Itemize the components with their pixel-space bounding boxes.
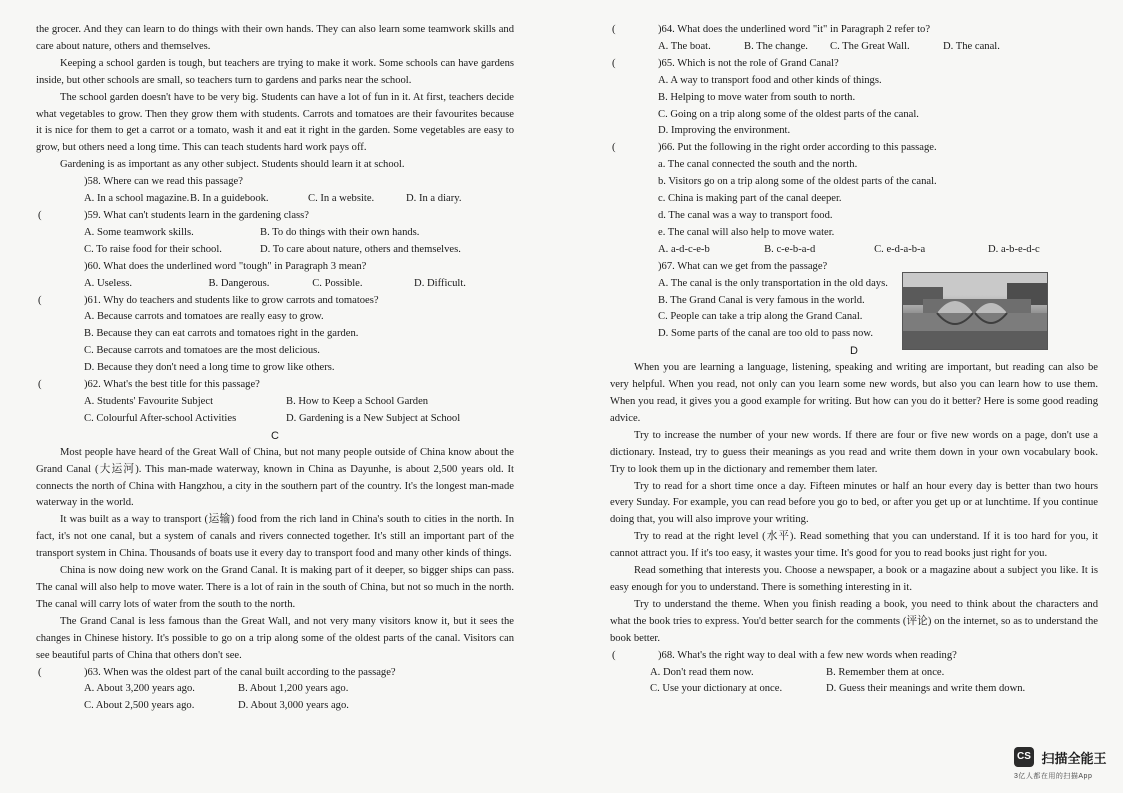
question-60 <box>36 259 514 276</box>
answer-bracket: ( <box>612 142 616 154</box>
question-stem: )60. What does the underlined word "tough" in Paragraph 3 mean? <box>84 260 367 272</box>
option-b: B. In a guidebook. <box>190 193 269 205</box>
order-item: b. Visitors go on a trip along some of the oldest parts of the canal. <box>658 176 937 188</box>
question-stem: )66. Put the following in the right order according to this passage. <box>658 142 937 154</box>
watermark-tagline: 3亿人都在用的扫描App <box>1014 773 1093 780</box>
option-a: A. Some teamwork skills. <box>84 226 194 238</box>
option-d: D. a-b-e-d-c <box>988 243 1040 255</box>
passage-b-paragraph: Gardening is as important as any other subject. Students should learn it at school. <box>60 159 405 171</box>
question-64 <box>610 22 1098 39</box>
answer-bracket: ( <box>38 379 42 391</box>
passage-c-paragraph: Most people have heard of the Great Wall of China, but not many people outside of China know about the Grand Canal (大运河). This man-made waterway, known in China as Dayunhe, is about 2,500 years old. It connects the north of China with Hangzhou, a city in the southern part of the country. It's the longest man-made waterway in the world. <box>36 446 514 509</box>
left-column <box>36 22 514 715</box>
question-stem: )58. Where can we read this passage? <box>84 176 243 188</box>
option-d: D. Improving the environment. <box>658 125 791 137</box>
option-c: C. Use your dictionary at once. <box>650 683 783 695</box>
option-c: C. Possible. <box>312 277 363 289</box>
option-d: D. In a diary. <box>406 193 462 205</box>
option-c: C. Colourful After-school Activities <box>84 412 237 424</box>
order-item: c. China is making part of the canal deeper. <box>658 193 842 205</box>
passage-c-paragraph: China is now doing new work on the Grand Canal. It is making part of it deeper, so bigger ships can pass. The canal will also help to move water. There is a lot of rain in the south of China, but not so much in the north. The canal will carry lots of water from the south to the north. <box>36 565 514 610</box>
option-d: D. Because they don't need a long time to grow like others. <box>84 362 335 374</box>
answer-bracket: ( <box>612 24 616 35</box>
option-c: C. Because carrots and tomatoes are the most delicious. <box>84 345 320 357</box>
passage-b-paragraph: The school garden doesn't have to be very big. Students can have a lot of fun in it. At first, teachers decide what vegetables to grow. Then they grow them with students. Carrots and tomatoes are their favourites because it is nice for them to get a carrot or a tomato, wash it and eat it right in the garden. Some vegetables are easy to grow, but others need a long time. This can teach students hard work pays off. <box>36 91 514 154</box>
question-stem: )61. Why do teachers and students like to grow carrots and tomatoes? <box>84 294 379 306</box>
bridge-illustration <box>903 273 1047 349</box>
question-66-items <box>610 157 1098 242</box>
question-62 <box>36 377 514 394</box>
question-stem: )64. What does the underlined word "it" in Paragraph 2 refer to? <box>658 24 931 35</box>
option-b: B. The Grand Canal is very famous in the world. <box>658 294 865 306</box>
option-a: A. About 3,200 years ago. <box>84 683 195 695</box>
question-60-options <box>36 276 514 293</box>
option-b: B. Because they can eat carrots and tomatoes right in the garden. <box>84 328 359 340</box>
question-68-options-ab <box>610 665 1098 682</box>
right-column <box>610 22 1098 698</box>
option-d: D. Gardening is a New Subject at School <box>286 412 461 424</box>
option-c: C. In a website. <box>308 193 375 205</box>
option-b: B. c-e-b-a-d <box>764 243 816 255</box>
question-stem: )65. Which is not the role of Grand Canal? <box>658 57 839 69</box>
section-heading-c: C <box>271 429 279 442</box>
option-c: C. The Great Wall. <box>830 40 910 52</box>
section-heading-d: D <box>850 345 858 358</box>
passage-d-paragraph: When you are learning a language, listening, speaking and writing are important, but reading can also be very helpful. When you read, not only can you learn some new words, but also you can learn how to use them. When you read, it gives you a good example for writing. But how can you do it better? Here is some good reading advice. <box>610 362 1098 424</box>
question-66 <box>610 140 1098 157</box>
option-a: A. Useless. <box>84 277 132 289</box>
answer-bracket: ( <box>38 294 42 306</box>
option-a: A. Because carrots and tomatoes are really easy to grow. <box>84 311 324 323</box>
option-d: D. Guess their meanings and write them down. <box>826 683 1026 695</box>
question-68-options-cd <box>610 681 1098 698</box>
option-c: C. About 2,500 years ago. <box>84 700 195 712</box>
stone-arch-bridge-photo <box>902 272 1048 350</box>
option-b: B. Helping to move water from south to north. <box>658 91 856 103</box>
passage-b-paragraph: the grocer. And they can learn to do things with their own hands. They can also learn some teamwork skills and care about nature, others and themselves. <box>36 24 514 52</box>
option-c: C. To raise food for their school. <box>84 243 222 255</box>
option-c: C. e-d-a-b-a <box>874 243 926 255</box>
camscanner-logo-icon: CS <box>1014 747 1034 767</box>
question-61-options <box>36 309 514 377</box>
option-d: D. The canal. <box>943 40 1000 52</box>
order-item: d. The canal was a way to transport food. <box>658 209 833 221</box>
option-a: A. A way to transport food and other kinds of things. <box>658 74 882 86</box>
passage-c-paragraph: It was built as a way to transport (运输) food from the rich land in China's south to cities in the north. In fact, it's not one canal, but a system of canals and rivers connected together. It's still an important part of the transport system in China. Thousands of boats use it every day to transport food and many other kinds of things. <box>36 514 514 560</box>
option-b: B. Dangerous. <box>208 277 270 289</box>
option-a: A. The boat. <box>658 40 711 52</box>
question-stem: )68. What's the right way to deal with a few new words when reading? <box>658 649 957 661</box>
passage-d-paragraph: Read something that interests you. Choose a newspaper, a book or a magazine about a subject you like. It is easy enough for you to understand. There is something interesting in it. <box>610 565 1098 593</box>
answer-bracket: ( <box>612 649 616 661</box>
option-c: C. Going on a trip along some of the oldest parts of the canal. <box>658 108 919 120</box>
order-item: e. The canal will also help to move water. <box>658 226 835 238</box>
passage-d-paragraph: Try to increase the number of your new words. If there are four or five new words on a page, don't use a dictionary. Instead, try to guess their meanings as you read and write them down in your own vocabulary book. Try to look them up in the dictionary and remember them later. <box>610 429 1098 475</box>
option-c: C. People can take a trip along the Grand Canal. <box>658 311 863 323</box>
passage-d-paragraph: Try to understand the theme. When you finish reading a book, you need to think about the characters and what the book tries to express. You'd better search for the comments (评论) on the internet, so as to understand the book better. <box>610 598 1098 644</box>
answer-bracket: ( <box>38 666 42 678</box>
answer-bracket: ( <box>612 57 616 69</box>
question-59 <box>36 208 514 225</box>
question-68 <box>610 648 1098 665</box>
option-d: D. Some parts of the canal are too old to pass now. <box>658 328 873 340</box>
order-item: a. The canal connected the south and the north. <box>658 159 858 171</box>
passage-d-paragraph: Try to read at the right level (水平). Read something that you can understand. If it is too hard for you, it cannot attract you. If it's too easy, it wastes your time. It's good for you to read books just right for you. <box>610 531 1098 560</box>
question-stem: )63. When was the oldest part of the canal built according to the passage? <box>84 666 396 678</box>
scanner-watermark <box>1014 747 1106 781</box>
question-stem: )59. What can't students learn in the gardening class? <box>84 209 309 221</box>
question-59-options-cd <box>36 242 514 259</box>
question-59-options-ab <box>36 225 514 242</box>
option-d: D. About 3,000 years ago. <box>238 700 349 712</box>
option-a: A. a-d-c-e-b <box>658 243 710 255</box>
option-d: D. Difficult. <box>414 277 466 289</box>
option-a: A. The canal is the only transportation in the old days. <box>658 277 888 289</box>
question-62-options-ab <box>36 394 514 411</box>
question-65-options <box>610 73 1098 141</box>
passage-c-paragraph: The Grand Canal is less famous than the Great Wall, and not very many visitors know it, but it sees the changes in Chinese history. It's possible to go on a trip along some of the oldest parts of the canal. Visitors can see beautiful parts of China that others don't see. <box>36 615 514 661</box>
option-b: B. About 1,200 years ago. <box>238 683 349 695</box>
question-63-options-cd <box>36 698 514 715</box>
option-a: A. In a school magazine. <box>84 193 190 205</box>
option-b: B. The change. <box>744 40 808 52</box>
option-d: D. To care about nature, others and themselves. <box>260 243 461 255</box>
question-66-options <box>610 242 1098 259</box>
option-b: B. Remember them at once. <box>826 666 945 678</box>
passage-b-paragraph: Keeping a school garden is tough, but teachers are trying to make it work. Some schools can have gardens inside, but other schools are small, so teachers turn to gardens and parks near the school. <box>36 57 514 86</box>
question-stem: )62. What's the best title for this passage? <box>84 379 260 391</box>
question-58 <box>36 174 514 191</box>
question-62-options-cd <box>36 411 514 428</box>
answer-bracket: ( <box>38 209 42 221</box>
option-b: B. To do things with their own hands. <box>260 226 420 238</box>
passage-d-paragraph: Try to read for a short time once a day. Fifteen minutes or half an hour every day is better than two hours every Sunday. For example, you can read before you go to bed, or after you get up or at lunchtime. If you continue doing that, you will also improve your writing. <box>610 480 1098 526</box>
option-b: B. How to Keep a School Garden <box>286 395 429 407</box>
question-stem: )67. What can we get from the passage? <box>658 260 828 272</box>
question-64-options <box>610 39 1098 56</box>
option-a: A. Don't read them now. <box>650 666 754 678</box>
option-a: A. Students' Favourite Subject <box>84 395 214 407</box>
question-58-options <box>36 191 514 208</box>
question-63 <box>36 665 514 682</box>
question-63-options-ab <box>36 681 514 698</box>
watermark-app-name: 扫描全能王 <box>1041 750 1107 766</box>
question-61 <box>36 293 514 310</box>
question-65 <box>610 56 1098 73</box>
